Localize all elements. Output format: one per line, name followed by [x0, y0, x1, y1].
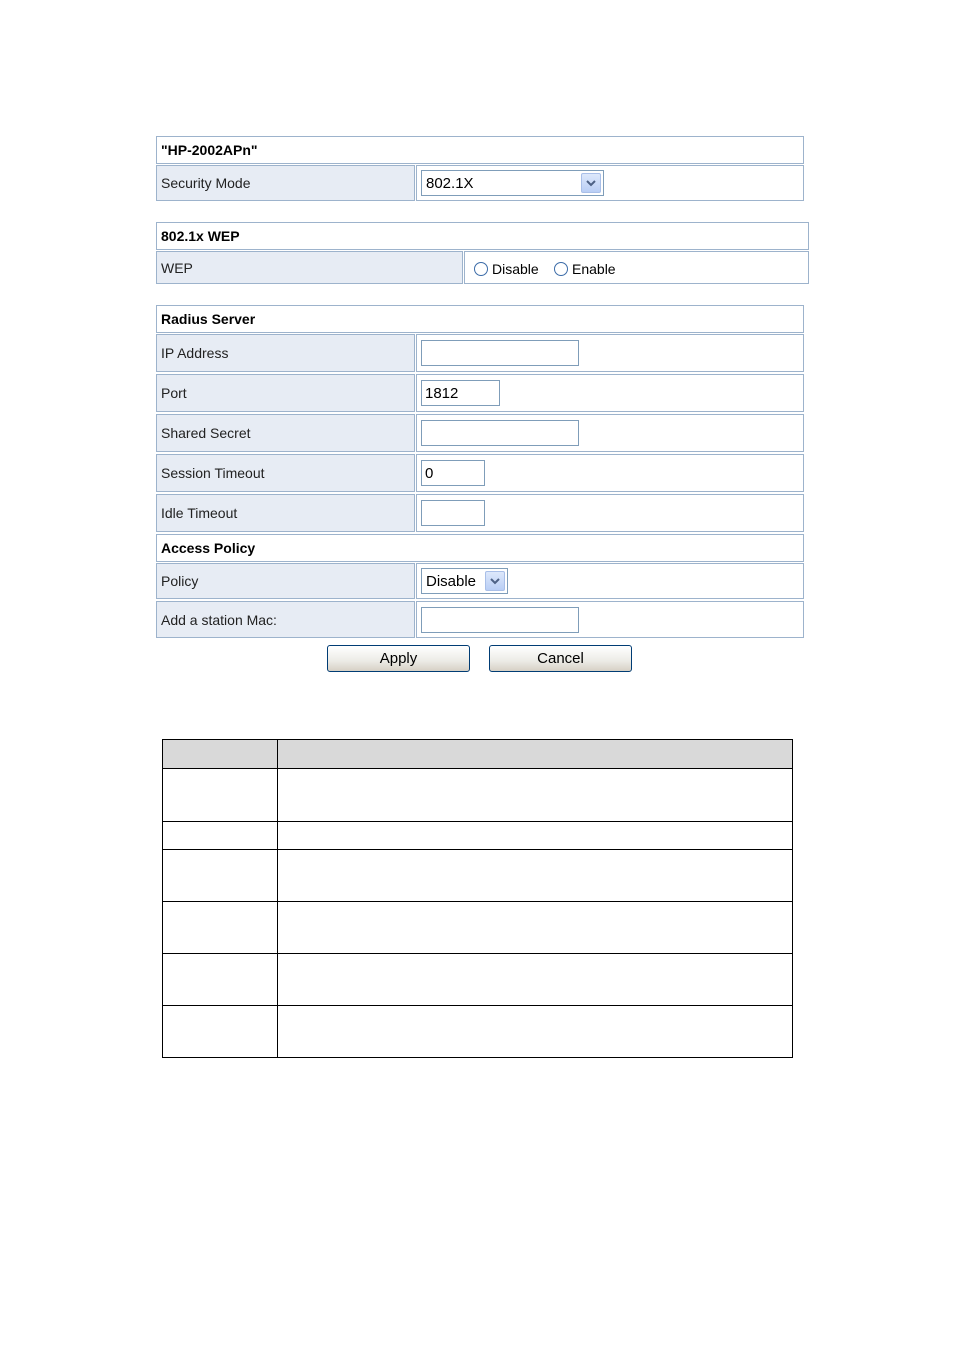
device-title-text: "HP-2002APn": [161, 142, 258, 158]
security-mode-label-text: Security Mode: [161, 175, 251, 191]
policy-label-text: Policy: [161, 573, 199, 589]
wep-section-title-text: 802.1x WEP: [161, 228, 240, 244]
port-label: [156, 374, 415, 412]
session-timeout-input[interactable]: [421, 460, 485, 486]
security-mode-label: [156, 165, 415, 201]
wep-enable-label: Enable: [572, 261, 616, 277]
port-input[interactable]: [421, 380, 500, 406]
table-row: [163, 769, 793, 822]
radius-title-text: Radius Server: [161, 311, 256, 327]
access-policy-title: [156, 534, 804, 562]
idle-timeout-input[interactable]: [421, 500, 485, 526]
wep-disable-radio[interactable]: [474, 262, 488, 276]
radius-title: [156, 305, 804, 333]
ip-address-label: [156, 334, 415, 372]
shared-secret-label: [156, 414, 415, 452]
policy-value: Disable: [426, 572, 477, 590]
idle-timeout-label-text: Idle Timeout: [161, 505, 238, 521]
port-label-text: Port: [161, 385, 187, 401]
table-header-row: [163, 740, 793, 769]
table-row: [163, 902, 793, 954]
wep-disable-label: Disable: [492, 261, 539, 277]
wep-label-text: WEP: [161, 259, 193, 276]
session-timeout-label-text: Session Timeout: [161, 465, 265, 481]
wep-label: [156, 251, 463, 284]
wep-disable-option[interactable]: [474, 261, 539, 277]
station-mac-input[interactable]: [421, 607, 579, 633]
wep-section-title: [156, 222, 809, 250]
cancel-button-label: Cancel: [537, 650, 584, 667]
session-timeout-label: [156, 454, 415, 492]
wep-enable-option[interactable]: [554, 261, 616, 277]
table-cell: [163, 1006, 278, 1058]
table-cell: [278, 769, 793, 822]
table-cell: [278, 822, 793, 850]
ip-address-label-text: IP Address: [161, 345, 229, 361]
wep-enable-radio[interactable]: [554, 262, 568, 276]
security-mode-value: 802.1X: [426, 174, 474, 192]
table-header-cell: [278, 740, 793, 769]
access-policy-title-text: Access Policy: [161, 540, 256, 556]
table-cell: [278, 850, 793, 902]
port-value: 1812: [425, 384, 459, 402]
ip-address-input[interactable]: [421, 340, 579, 366]
session-timeout-value: 0: [425, 464, 434, 482]
table-row: [163, 1006, 793, 1058]
table-cell: [163, 850, 278, 902]
station-mac-label: [156, 601, 415, 638]
device-title: [156, 136, 804, 164]
table-row: [163, 850, 793, 902]
apply-button[interactable]: [327, 645, 470, 672]
table-cell: [163, 902, 278, 954]
shared-secret-input[interactable]: [421, 420, 579, 446]
table-cell: [163, 954, 278, 1006]
chevron-down-icon[interactable]: [485, 571, 505, 591]
policy-select[interactable]: [421, 568, 508, 594]
security-mode-select[interactable]: [421, 170, 604, 196]
table-cell: [163, 769, 278, 822]
table-row: [163, 822, 793, 850]
table-cell: [278, 1006, 793, 1058]
table-cell: [278, 954, 793, 1006]
station-mac-label-text: Add a station Mac:: [161, 611, 277, 628]
table-cell: [163, 822, 278, 850]
chevron-down-icon[interactable]: [581, 173, 601, 193]
table-cell: [278, 902, 793, 954]
description-table: [162, 739, 793, 1058]
cancel-button[interactable]: [489, 645, 632, 672]
shared-secret-label-text: Shared Secret: [161, 425, 251, 441]
apply-button-label: Apply: [379, 650, 418, 667]
idle-timeout-label: [156, 494, 415, 532]
policy-label: [156, 563, 415, 599]
table-header-cell: [163, 740, 278, 769]
table-row: [163, 954, 793, 1006]
